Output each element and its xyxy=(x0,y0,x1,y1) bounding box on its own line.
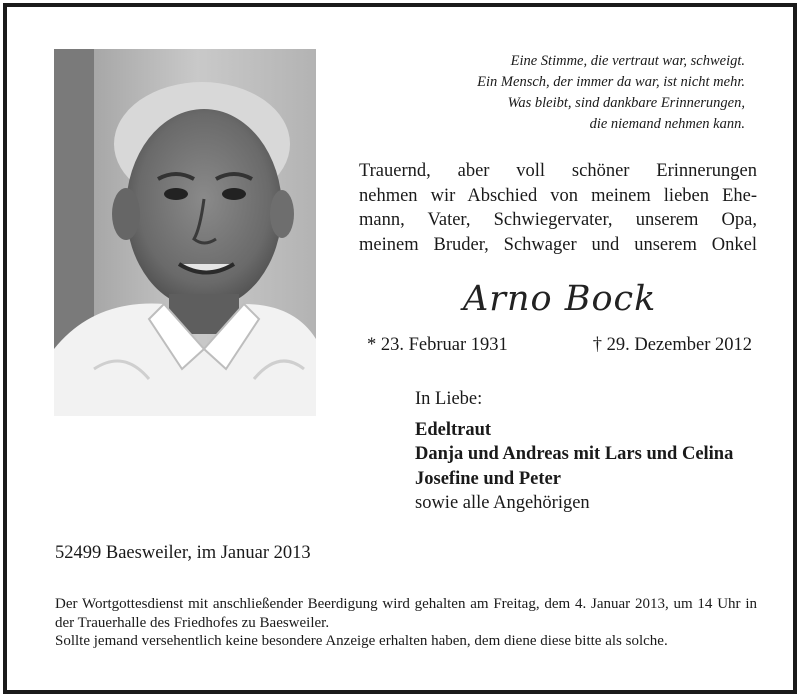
intro-text xyxy=(359,159,757,257)
deceased-name: Arno Bock xyxy=(463,279,657,319)
notice-paragraph: Sollte jemand versehentlich keine besondere Anzeige erhalten haben, dem diene diese bitte als solche. xyxy=(55,633,668,649)
poem-line: Eine Stimme, die vertraut war, schweigt. xyxy=(510,53,745,69)
family-member: Josefine und Peter xyxy=(415,468,561,489)
poem-line: Ein Mensch, der immer da war, ist nicht mehr. xyxy=(477,74,745,90)
family-member: Edeltraut xyxy=(415,419,492,440)
obituary-frame xyxy=(3,3,797,694)
poem xyxy=(477,51,745,135)
intro-line: mann, Vater, Schwiegervater, unserem Opa, xyxy=(359,210,757,230)
family-heading: In Liebe: xyxy=(415,389,483,409)
family-member: Danja und Andreas mit Lars und Celina xyxy=(415,444,734,464)
portrait-image xyxy=(54,49,316,416)
family-closing: sowie alle Angehörigen xyxy=(415,493,590,513)
death-date: † 29. Dezember 2012 xyxy=(592,335,752,355)
poem-line: die niemand nehmen kann. xyxy=(589,116,745,132)
poem-line: Was bleibt, sind dankbare Erinnerungen, xyxy=(507,95,745,111)
place-date: 52499 Baesweiler, im Januar 2013 xyxy=(55,543,311,563)
intro-line: Trauernd, aber voll schöner Erinnerungen xyxy=(359,161,757,181)
service-info xyxy=(55,595,757,651)
portrait-photo xyxy=(54,49,316,416)
birth-date: * 23. Februar 1931 xyxy=(367,335,508,355)
family-signature xyxy=(415,387,733,516)
intro-line: meinem Bruder, Schwager und unserem Onkel xyxy=(359,234,757,255)
service-paragraph: Der Wortgottesdienst mit anschließender Beerdigung wird gehalten am Freitag, dem 4. Januar 2013, um 14 Uhr in der Trauerhalle des Friedhofes zu Baesweiler. xyxy=(55,596,757,631)
intro-line: nehmen wir Abschied von meinem lieben Ehe- xyxy=(359,185,757,206)
